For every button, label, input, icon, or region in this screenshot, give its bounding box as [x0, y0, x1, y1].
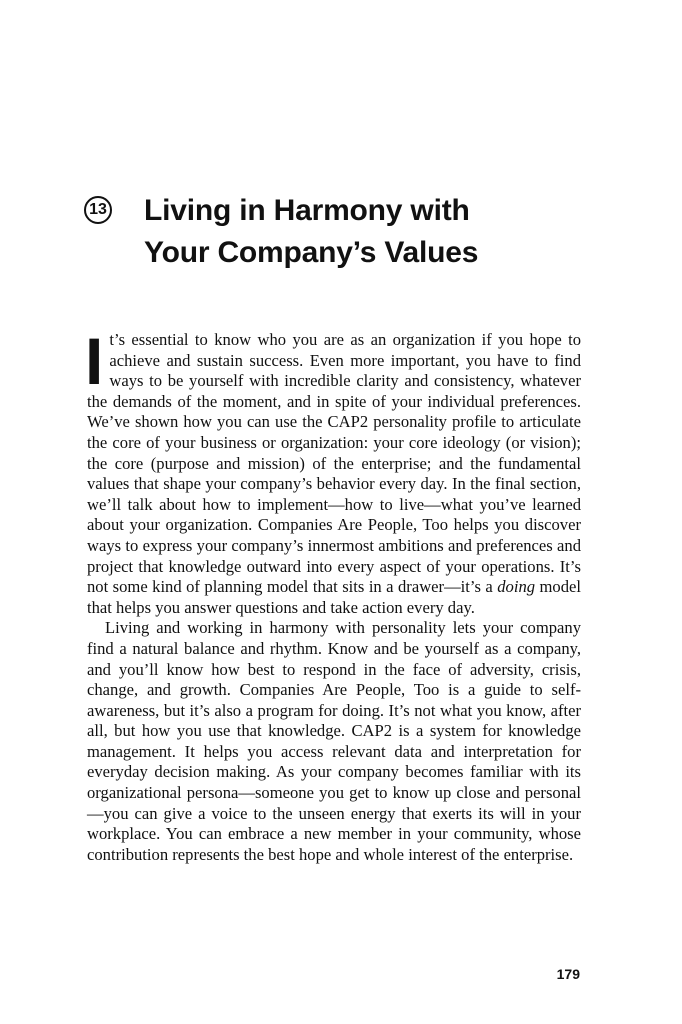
- chapter-number-badge: 13: [84, 196, 112, 224]
- chapter-title: [144, 190, 604, 274]
- paragraph-1-text-b: model that helps you answer questions and take action every day.: [87, 577, 582, 617]
- paragraph-1-text-a: t’s essential to know who you are as an organization if you hope to achieve and sustain success. Even more important, you have to find ways to be yourself with incredible clarity and consistency, whatever the demands of the moment, and in spite of your individual preferences. We’ve shown how you can use the CAP2 personality profile to articulate the core of your business or organization: your core ideology (or vision); the core (purpose and mission) of the enterprise; and the fundamental values that shape your company’s behavior every day. In the final section, we’ll talk about how to implement—how to live—what you’ve learned about your organization. Companies Are People, Too helps you discover ways to express your company’s innermost ambitions and preferences and project that knowledge outward into every aspect of your operations. It’s not some kind of planning model that sits in a drawer—it’s a: [87, 330, 581, 597]
- drop-cap: I: [85, 324, 104, 398]
- chapter-body: [85, 324, 582, 865]
- paragraph-1-emphasis: doing: [497, 577, 536, 597]
- paragraph-2: Living and working in harmony with personality lets your company find a natural balance and rhythm. Know and be yourself as a company, and you’ll know how best to respond in the face of adversity, crisis, change, and growth. Companies Are People, Too is a guide to self-awareness, but it’s also a program for doing. It’s not what you know, after all, but how you use that knowledge. CAP2 is a system for knowledge management. It helps you access relevant data and interpretation for everyday decision making. As your company becomes familiar with its organizational persona—someone you get to know up close and personal—you can give a voice to the unseen energy that exerts its will in your workplace. You can embrace a new member in your community, whose contribution represents the best hope and whole interest of the enterprise.: [87, 618, 581, 864]
- chapter-title-line-1: Living in Harmony with: [144, 194, 470, 227]
- page-number: 179: [556, 966, 580, 982]
- paragraph-1: [85, 324, 582, 618]
- chapter-title-line-2: Your Company’s Values: [144, 236, 479, 269]
